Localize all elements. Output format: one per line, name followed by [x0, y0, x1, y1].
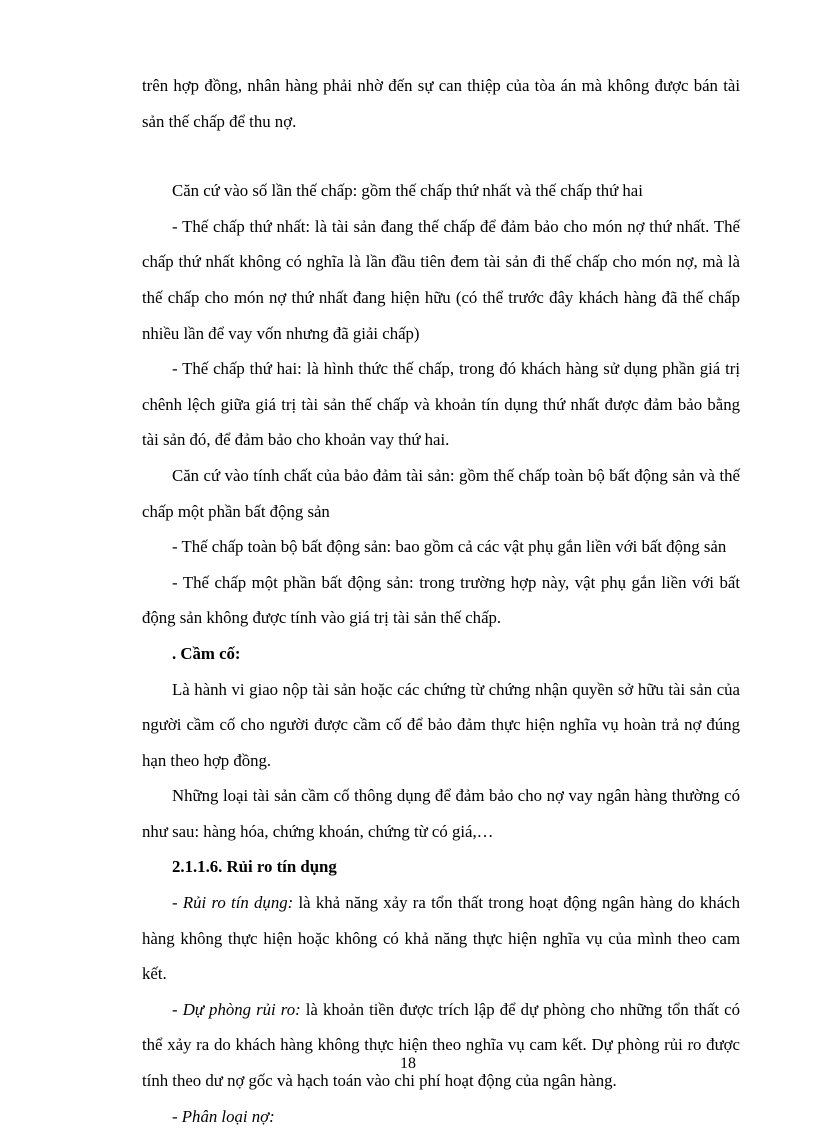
paragraph: Căn cứ vào tính chất của bảo đảm tài sản: gồm thế chấp toàn bộ bất động sản và thế chấp một phần bất động sản [142, 465, 740, 521]
paragraph: Căn cứ vào số lần thế chấp: gồm thế chấp thứ nhất và thế chấp thứ hai [172, 181, 643, 201]
paragraph: - Thế chấp một phần bất động sản: trong trường hợp này, vật phụ gắn liền với bất động sản không được tính vào giá trị tài sản thế chấp. [142, 572, 740, 628]
paragraph-debt-classification: - Phân loại nợ: [172, 1106, 275, 1126]
paragraph: - Thế chấp toàn bộ bất động sản: bao gồm cả các vật phụ gắn liền với bất động sản [172, 537, 727, 557]
paragraph: - Thế chấp thứ nhất: là tài sản đang thế chấp để đảm bảo cho món nợ thứ nhất. Thế chấp thứ nhất không có nghĩa là lần đầu tiên đem tài sản đi thế chấp cho món nợ, mà là thế chấp cho món nợ thứ nhất đang hiện hữu (có thể trước đây khách hàng đã thế chấp nhiều lần để vay vốn nhưng đã giải chấp) [142, 216, 740, 343]
page-body [142, 68, 740, 1134]
paragraph-provision: - Dự phòng rủi ro: là khoản tiền được trích lập để dự phòng cho những tổn thất có thể xảy ra do khách hàng không thực hiện theo nghĩa vụ cam kết. Dự phòng rủi ro được tính theo dư nợ gốc và hạch toán vào chi phí hoạt động của ngân hàng. [142, 999, 740, 1091]
paragraph: trên hợp đồng, nhân hàng phải nhờ đến sự can thiệp của tòa án mà không được bán tài sản thế chấp để thu nợ. [142, 76, 740, 131]
definition-provision: là khoản tiền được trích lập để dự phòng cho những tổn thất có thể xảy ra do khách hàng không thực hiện theo nghĩa vụ cam kết. Dự phòng rủi ro được tính theo dư nợ gốc và hạch toán vào chi phí hoạt động của ngân hàng. [142, 999, 740, 1091]
paragraph-credit-risk: - Rủi ro tín dụng: là khả năng xảy ra tổn thất trong hoạt động ngân hàng do khách hàng không thực hiện hoặc không có khả năng thực hiện nghĩa vụ của mình theo cam kết. [142, 893, 740, 984]
pledge-subheading: . Cầm cố: [172, 643, 241, 663]
paragraph: - Thế chấp thứ hai: là hình thức thế chấp, trong đó khách hàng sử dụng phần giá trị chênh lệch giữa giá trị tài sản thế chấp và khoản tín dụng thứ nhất được đảm bảo bằng tài sản đó, để đảm bảo cho khoản vay thứ hai. [142, 359, 740, 450]
page-number: 18 [400, 1055, 416, 1072]
section-heading: 2.1.1.6. Rủi ro tín dụng [172, 857, 337, 877]
term-credit-risk: Rủi ro tín dụng: [182, 893, 294, 913]
term-provision: Dự phòng rủi ro: [182, 999, 301, 1019]
paragraph: Là hành vi giao nộp tài sản hoặc các chứng từ chứng nhận quyền sở hữu tài sản của người cầm cố cho người được cầm cố để bảo đảm thực hiện nghĩa vụ hoàn trả nợ đúng hạn theo hợp đồng. [142, 679, 740, 770]
paragraph: Những loại tài sản cầm cố thông dụng để đảm bảo cho nợ vay ngân hàng thường có như sau: hàng hóa, chứng khoán, chứng từ có giá,… [142, 786, 740, 841]
term-debt-classification: Phân loại nợ: [181, 1106, 275, 1126]
definition-credit-risk: là khả năng xảy ra tổn thất trong hoạt động ngân hàng do khách hàng không thực hiện hoặc không có khả năng thực hiện nghĩa vụ của mình theo cam kết. [142, 893, 740, 984]
